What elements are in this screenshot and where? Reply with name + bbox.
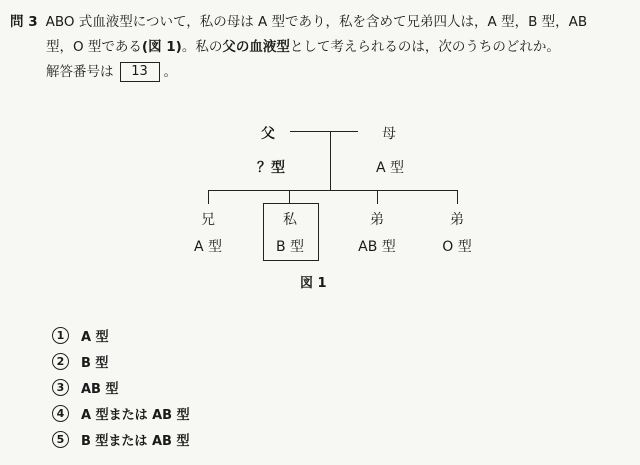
figure-caption: 図 1 bbox=[300, 276, 327, 291]
figure-reference: (図 1) bbox=[141, 39, 182, 55]
answer-end: 。 bbox=[163, 64, 177, 80]
choice-3-number: 3 bbox=[52, 379, 69, 396]
choice-2-number: 2 bbox=[52, 353, 69, 370]
child-1-label: 兄 bbox=[201, 212, 215, 228]
child-2-type: B 型 bbox=[275, 239, 305, 255]
choice-5-text: B 型または AB 型 bbox=[81, 433, 190, 449]
choice-3[interactable] bbox=[52, 374, 190, 400]
choice-3-text: AB 型 bbox=[81, 381, 119, 397]
question-text-1: ABO 式血液型について，私の母は A 型であり，私を含めて兄弟四人は，A 型，B 型，AB bbox=[45, 14, 588, 30]
mother-label: 母 bbox=[382, 126, 396, 142]
child-drop-2 bbox=[289, 190, 290, 203]
child-drop-1 bbox=[208, 190, 209, 204]
parent-line bbox=[290, 131, 358, 132]
child-1-type: A 型 bbox=[193, 239, 223, 255]
child-4-type: O 型 bbox=[442, 239, 472, 255]
father-label: 父 bbox=[261, 126, 275, 142]
child-drop-4 bbox=[457, 190, 458, 204]
child-drop-3 bbox=[377, 190, 378, 204]
descent-line bbox=[330, 131, 331, 190]
question-text-2b: 。私の bbox=[181, 39, 223, 55]
sibling-line bbox=[208, 190, 458, 191]
answer-label: 解答番号は bbox=[46, 64, 114, 80]
mother-type: A 型 bbox=[375, 160, 405, 176]
emphasis-father-blood-type: 父の血液型 bbox=[222, 39, 290, 55]
choice-4-text: A 型または AB 型 bbox=[81, 407, 190, 423]
question-text-2a: 型，O 型である bbox=[46, 39, 142, 55]
choice-4-number: 4 bbox=[52, 405, 69, 422]
choice-4[interactable] bbox=[52, 400, 190, 426]
choice-5[interactable] bbox=[52, 426, 190, 452]
choice-5-number: 5 bbox=[52, 431, 69, 448]
child-3-label: 弟 bbox=[370, 212, 384, 228]
choice-1-text: A 型 bbox=[81, 329, 109, 345]
question-number: 問 3 bbox=[10, 14, 38, 30]
choice-2-text: B 型 bbox=[81, 355, 109, 371]
choice-1[interactable] bbox=[52, 322, 190, 348]
choice-2[interactable] bbox=[52, 348, 190, 374]
choice-list bbox=[52, 322, 190, 452]
child-2-label: 私 bbox=[283, 212, 297, 228]
question-text-2c: として考えられるのは，次のうちのどれか。 bbox=[289, 39, 560, 55]
answer-number-box: 13 bbox=[120, 62, 160, 82]
child-3-type: AB 型 bbox=[358, 239, 396, 255]
father-type: ？型 bbox=[257, 160, 285, 176]
choice-1-number: 1 bbox=[52, 327, 69, 344]
child-4-label: 弟 bbox=[450, 212, 464, 228]
